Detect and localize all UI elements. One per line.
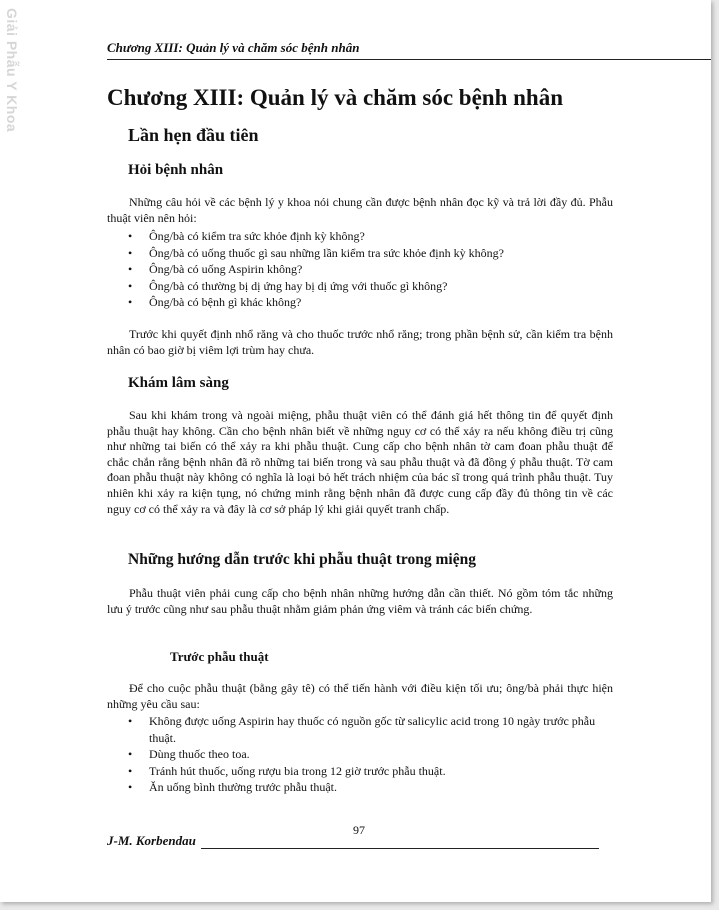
list-item: • Ông/bà có bệnh gì khác không?: [128, 295, 302, 310]
subsection-heading-patient-interview: Hỏi bệnh nhân: [128, 162, 224, 178]
page-number: 97: [353, 823, 365, 837]
section-heading-first-visit: Lần hẹn đầu tiên: [128, 125, 259, 145]
bullet-icon: •: [128, 780, 133, 795]
interview-question-list: [128, 228, 613, 311]
list-item: • Tránh hút thuốc, uống rượu bia trong 12 giờ trước phẫu thuật.: [128, 763, 446, 778]
bullet-icon: •: [128, 295, 133, 310]
bullet-icon: •: [128, 747, 133, 762]
bullet-icon: •: [128, 262, 133, 277]
bullet-icon: •: [128, 278, 133, 293]
before-surgery-list: [128, 713, 613, 796]
bullet-icon: •: [128, 245, 133, 260]
paragraph-interview-intro: Những câu hỏi về các bệnh lý y khoa nói chung cần được bệnh nhân đọc kỹ và trả lời đầy đủ. Phẫu thuật viên nên hỏi:: [107, 195, 613, 225]
list-item: • Không được uống Aspirin hay thuốc có nguồn gốc từ salicylic acid trong 10 ngày trước phẫu thuật.: [128, 714, 596, 745]
footer-author: J-M. Korbendau: [107, 833, 196, 848]
subsection-heading-clinical-exam: Khám lâm sàng: [128, 375, 229, 391]
list-item: • Ông/bà có uống thuốc gì sau những lần kiểm tra sức khỏe định kỳ không?: [128, 245, 504, 260]
paragraph-before-surgery-intro: Để cho cuộc phẫu thuật (bằng gây tê) có thể tiến hành với điều kiện tối ưu; ông/bà phải thực hiện những yêu cầu sau:: [107, 681, 613, 711]
footer-rule: [201, 848, 599, 849]
subheading-before-surgery: Trước phẫu thuật: [170, 649, 269, 664]
side-watermark: [4, 8, 26, 188]
paragraph-preop-instructions: Phẫu thuật viên phải cung cấp cho bệnh nhân những hướng dẫn cần thiết. Nó gồm tóm tắc những lưu ý trước cũng như sau phẫu thuật nhằm giảm phản ứng viêm và tránh các biến chứng.: [107, 586, 613, 616]
paragraph-interview-outro: Trước khi quyết định nhổ răng và cho thuốc trước nhổ răng; trong phần bệnh sử, cần kiểm tra bệnh nhân có bao giờ bị viêm lợi trùm hay chưa.: [107, 327, 613, 357]
bullet-icon: •: [128, 714, 133, 728]
bullet-icon: •: [128, 763, 133, 778]
section-heading-preop-instructions: Những hướng dẫn trước khi phẫu thuật trong miệng: [128, 551, 476, 568]
list-item: • Ăn uống bình thường trước phẫu thuật.: [128, 780, 338, 795]
chapter-title: Chương XIII: Quản lý và chăm sóc bệnh nhân: [107, 85, 563, 110]
list-item: • Dùng thuốc theo toa.: [128, 747, 250, 762]
paragraph-clinical-exam: Sau khi khám trong và ngoài miệng, phẫu thuật viên có thể đánh giá hết thông tin để quyết định phẫu thuật hay không. Cần cho bệnh nhân biết về những nguy cơ có thể xảy ra nếu không điều trị cũng như những tai biến có thể xảy ra khi phẫu thuật. Cung cấp cho bệnh nhân tờ cam đoan phẫu thuật để chắc chắn rằng bệnh nhân đã rõ những tai biến trong và sau phẫu thuật và đã đồng ý phẫu thuật. Tờ cam đoan phẫu thuật này không có nghĩa là loại bỏ hết trách nhiệm của bác sĩ trong quá trình phẫu thuật. Tuy nhiên khi xảy ra kiện tụng, nó chứng minh rằng bệnh nhân đã được cung cấp đầy đủ thông tin về các nguy cơ có thể xảy ra và đây là cơ sở pháp lý khi giải quyết tranh chấp.: [107, 408, 613, 516]
bullet-icon: •: [128, 229, 133, 243]
watermark-text: Giải Phẫu Y Khoa: [4, 8, 20, 133]
list-item: • Ông/bà có kiểm tra sức khỏe định kỳ không?: [128, 229, 365, 243]
list-item: • Ông/bà có uống Aspirin không?: [128, 262, 303, 277]
running-header: Chương XIII: Quản lý và chăm sóc bệnh nhân: [107, 40, 711, 60]
list-item: • Ông/bà có thường bị dị ứng hay bị dị ứng với thuốc gì không?: [128, 278, 448, 293]
